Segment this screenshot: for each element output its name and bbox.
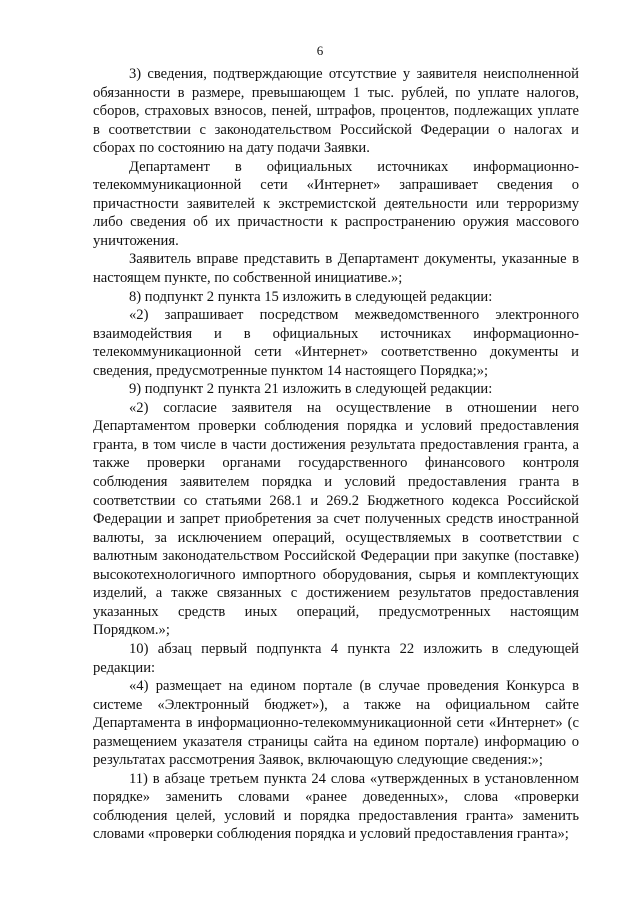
paragraph: 11) в абзаце третьем пункта 24 слова «утвержденных в установленном порядке» заменить словами «ранее доведенных», слова «проверки соблюдения целей, условий и порядка предоставления гранта» заменить словами «проверки соблюдения порядка и условий предоставления гранта»; <box>93 770 579 843</box>
paragraph: Заявитель вправе представить в Департамент документы, указанные в настоящем пункте, по собственной инициативе.»; <box>93 251 579 287</box>
paragraph: Департамент в официальных источниках информационно-телекоммуникационной сети «Интернет» запрашивает сведения о причастности заявителей к экстремистской деятельности или терроризму либо сведения об их причастности к распространению оружия массового уничтожения. <box>93 158 579 249</box>
paragraph: «2) запрашивает посредством межведомственного электронного взаимодействия и в официальных источниках информационно-телекоммуникационной сети «Интернет» соответственно документы и сведения, предусмотренные пунктом 14 настоящего Порядка;»; <box>93 307 579 379</box>
document-body <box>93 65 579 844</box>
paragraph: «4) размещает на едином портале (в случае проведения Конкурса в системе «Электронный бюджет»), а также на официальном сайте Департамента в информационно-телекоммуникационной сети «Интернет» (с размещением указателя страницы сайта на едином портале) информацию о результатах рассмотрения Заявок, включающую следующие сведения:»; <box>93 678 579 769</box>
paragraph: 9) подпункт 2 пункта 21 изложить в следующей редакции: <box>129 381 493 398</box>
paragraph: 10) абзац первый подпункта 4 пункта 22 изложить в следующей редакции: <box>93 640 579 676</box>
page-number: 6 <box>316 43 324 58</box>
paragraph: 3) сведения, подтверждающие отсутствие у заявителя неисполненной обязанности в размере, превышающем 1 тыс. рублей, по уплате налогов, сборов, страховых взносов, пеней, штрафов, процентов, подлежащих уплате в соответствии с законодательством Российской Федерации о налогах и сборах по состоянию на дату подачи Заявки. <box>93 66 579 157</box>
paragraph: «2) согласие заявителя на осуществление в отношении него Департаментом проверки соблюдения порядка и условий предоставления гранта, в том числе в части достижения результата предоставления гранта, а также проверки органами государственного финансового контроля соблюдения заявителем порядка и условий предоставления гранта в соответствии со статьями 268.1 и 269.2 Бюджетного кодекса Российской Федерации и запрет приобретения за счет полученных средств иностранной валюты, за исключением операций, осуществляемых в соответствии с валютным законодательством Российской Федерации при закупке (поставке) высокотехнологичного импортного оборудования, сырья и комплектующих изделий, а также связанных с достижением результатов предоставления указанных средств иных операций, предусмотренных настоящим Порядком.»; <box>93 399 579 639</box>
paragraph: 8) подпункт 2 пункта 15 изложить в следующей редакции: <box>129 288 493 305</box>
